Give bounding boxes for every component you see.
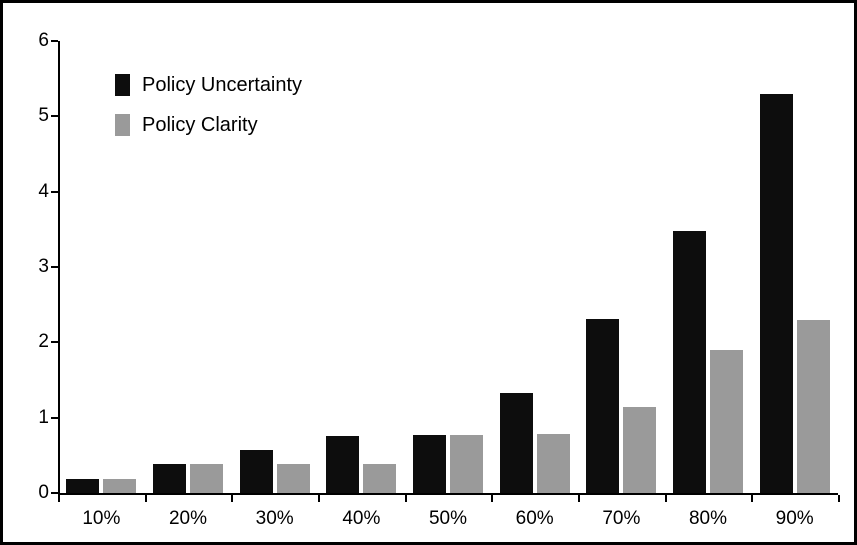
x-axis-tick-label: 70%: [602, 508, 641, 529]
x-axis-tick-mark: [145, 495, 147, 502]
y-axis-tick-label: 4: [38, 180, 49, 202]
x-axis-tick-mark: [231, 495, 233, 502]
y-axis-tick-mark: [51, 115, 58, 117]
bar: [500, 393, 533, 493]
y-axis-tick-label: 5: [38, 105, 49, 127]
bar: [760, 94, 793, 493]
y-axis-tick-label: 3: [38, 256, 49, 277]
bar: [363, 464, 396, 493]
bar: [66, 479, 99, 493]
bar: [623, 407, 656, 493]
y-axis-tick-mark: [51, 417, 58, 419]
bar: [797, 320, 830, 493]
y-axis-tick-label: 0: [38, 482, 49, 503]
x-axis-tick-mark: [578, 495, 580, 502]
x-axis-tick-label: 20%: [168, 508, 208, 529]
y-axis-tick-mark: [51, 266, 58, 268]
bar: [537, 434, 570, 493]
x-axis-tick-label: 60%: [515, 508, 554, 529]
chart-legend: [115, 73, 375, 153]
x-axis-tick-label: 10%: [82, 508, 121, 529]
legend-swatch-icon: [115, 74, 130, 96]
x-axis-tick-mark: [665, 495, 667, 502]
legend-item-policy-clarity: [115, 113, 375, 137]
legend-item-policy-uncertainty: [115, 73, 375, 97]
bar: [326, 436, 359, 493]
x-axis-tick-label: 90%: [775, 508, 814, 529]
x-axis-tick-label: 50%: [428, 508, 468, 529]
bar: [277, 464, 310, 493]
y-axis-tick-label: 6: [38, 30, 49, 51]
x-axis-tick-mark: [405, 495, 407, 502]
y-axis-tick-label: 1: [38, 406, 49, 428]
y-axis-tick-mark: [51, 40, 58, 42]
bar: [586, 319, 619, 493]
bar: [153, 464, 186, 493]
legend-label: Policy Uncertainty: [142, 73, 303, 96]
x-axis-tick-mark: [751, 495, 753, 502]
bar: [673, 231, 706, 493]
y-axis-tick-mark: [51, 191, 58, 193]
x-axis-tick-label: 30%: [255, 508, 294, 529]
bar: [190, 464, 223, 493]
bar: [103, 479, 136, 493]
x-axis-tick-label: 40%: [342, 508, 381, 529]
legend-swatch-icon: [115, 114, 130, 136]
bar: [413, 435, 446, 493]
x-axis-tick-mark: [838, 495, 840, 502]
bar: [710, 350, 743, 493]
x-axis-tick-mark: [58, 495, 60, 502]
y-axis-tick-label: 2: [38, 331, 49, 353]
x-axis-tick-mark: [318, 495, 320, 502]
y-axis-tick-mark: [51, 492, 58, 494]
x-axis-tick-mark: [491, 495, 493, 502]
bar: [450, 435, 483, 493]
y-axis-tick-mark: [51, 341, 58, 343]
y-axis-tick-labels: [3, 3, 49, 545]
bar: [240, 450, 273, 493]
x-axis-tick-label: 80%: [688, 508, 728, 529]
legend-label: Policy Clarity: [142, 113, 258, 136]
x-axis-line: [58, 493, 838, 495]
